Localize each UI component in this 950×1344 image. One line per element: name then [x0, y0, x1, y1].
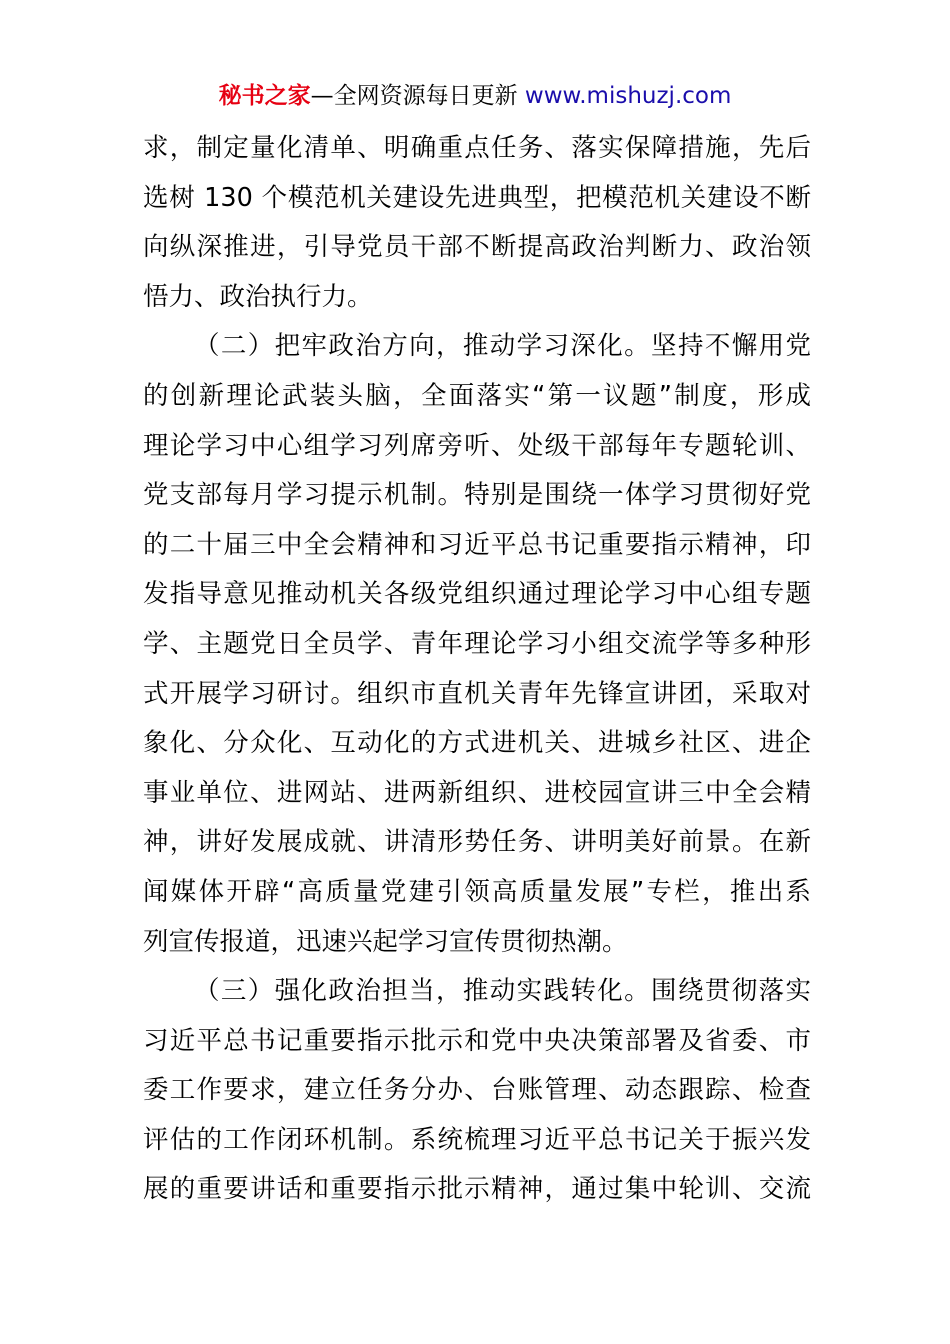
text-line: 事业单位、进网站、进两新组织、进校园宣讲三中全会精	[143, 777, 811, 808]
site-url-link[interactable]: www.mishuzj.com	[524, 83, 732, 109]
text-line: 象化、分众化、互动化的方式进机关、进城乡社区、进企	[143, 728, 811, 759]
text-line: 向纵深推进，引导党员干部不断提高政治判断力、政治领	[143, 232, 811, 263]
text-line: 悟力、政治执行力。	[143, 281, 373, 312]
text-line: 理论学习中心组学习列席旁听、处级干部每年专题轮训、	[143, 430, 811, 461]
text-line: 式开展学习研讨。组织市直机关青年先锋宣讲团，采取对	[143, 678, 811, 709]
text-line: 列宣传报道，迅速兴起学习宣传贯彻热潮。	[143, 926, 628, 957]
text-line: 神，讲好发展成就、讲清形势任务、讲明美好前景。在新	[143, 827, 811, 858]
text-line: 党支部每月学习提示机制。特别是围绕一体学习贯彻好党	[143, 480, 811, 511]
text-line: 评估的工作闭环机制。系统梳理习近平总书记关于振兴发	[143, 1124, 811, 1155]
text-line: 求，制定量化清单、明确重点任务、落实保障措施，先后	[143, 133, 811, 163]
site-tagline: —全网资源每日更新	[310, 83, 518, 109]
text-line: 的二十届三中全会精神和习近平总书记重要指示精神，印	[143, 529, 811, 560]
document-body	[143, 124, 811, 1215]
section-heading-line: （三）强化政治担当，推动实践转化。围绕贯彻落实	[194, 976, 811, 1007]
site-brand: 秘书之家	[218, 83, 311, 109]
text-line: 发指导意见推动机关各级党组织通过理论学习中心组专题	[143, 579, 811, 610]
site-header	[0, 80, 950, 112]
text-line: 选树 130 个模范机关建设先进典型，把模范机关建设不断	[143, 182, 811, 213]
text-line: 学、主题党日全员学、青年理论学习小组交流学等多种形	[143, 628, 811, 659]
text-line: 的创新理论武装头脑，全面落实“第一议题”制度，形成	[143, 380, 811, 411]
text-line: 闻媒体开辟“高质量党建引领高质量发展”专栏，推出系	[143, 876, 811, 907]
section-heading-line: （二）把牢政治方向，推动学习深化。坚持不懈用党	[194, 331, 811, 362]
text-line: 委工作要求，建立任务分办、台账管理、动态跟踪、检查	[143, 1075, 811, 1106]
text-line: 展的重要讲话和重要指示批示精神，通过集中轮训、交流	[143, 1174, 811, 1205]
text-line: 习近平总书记重要指示批示和党中央决策部署及省委、市	[143, 1025, 811, 1056]
